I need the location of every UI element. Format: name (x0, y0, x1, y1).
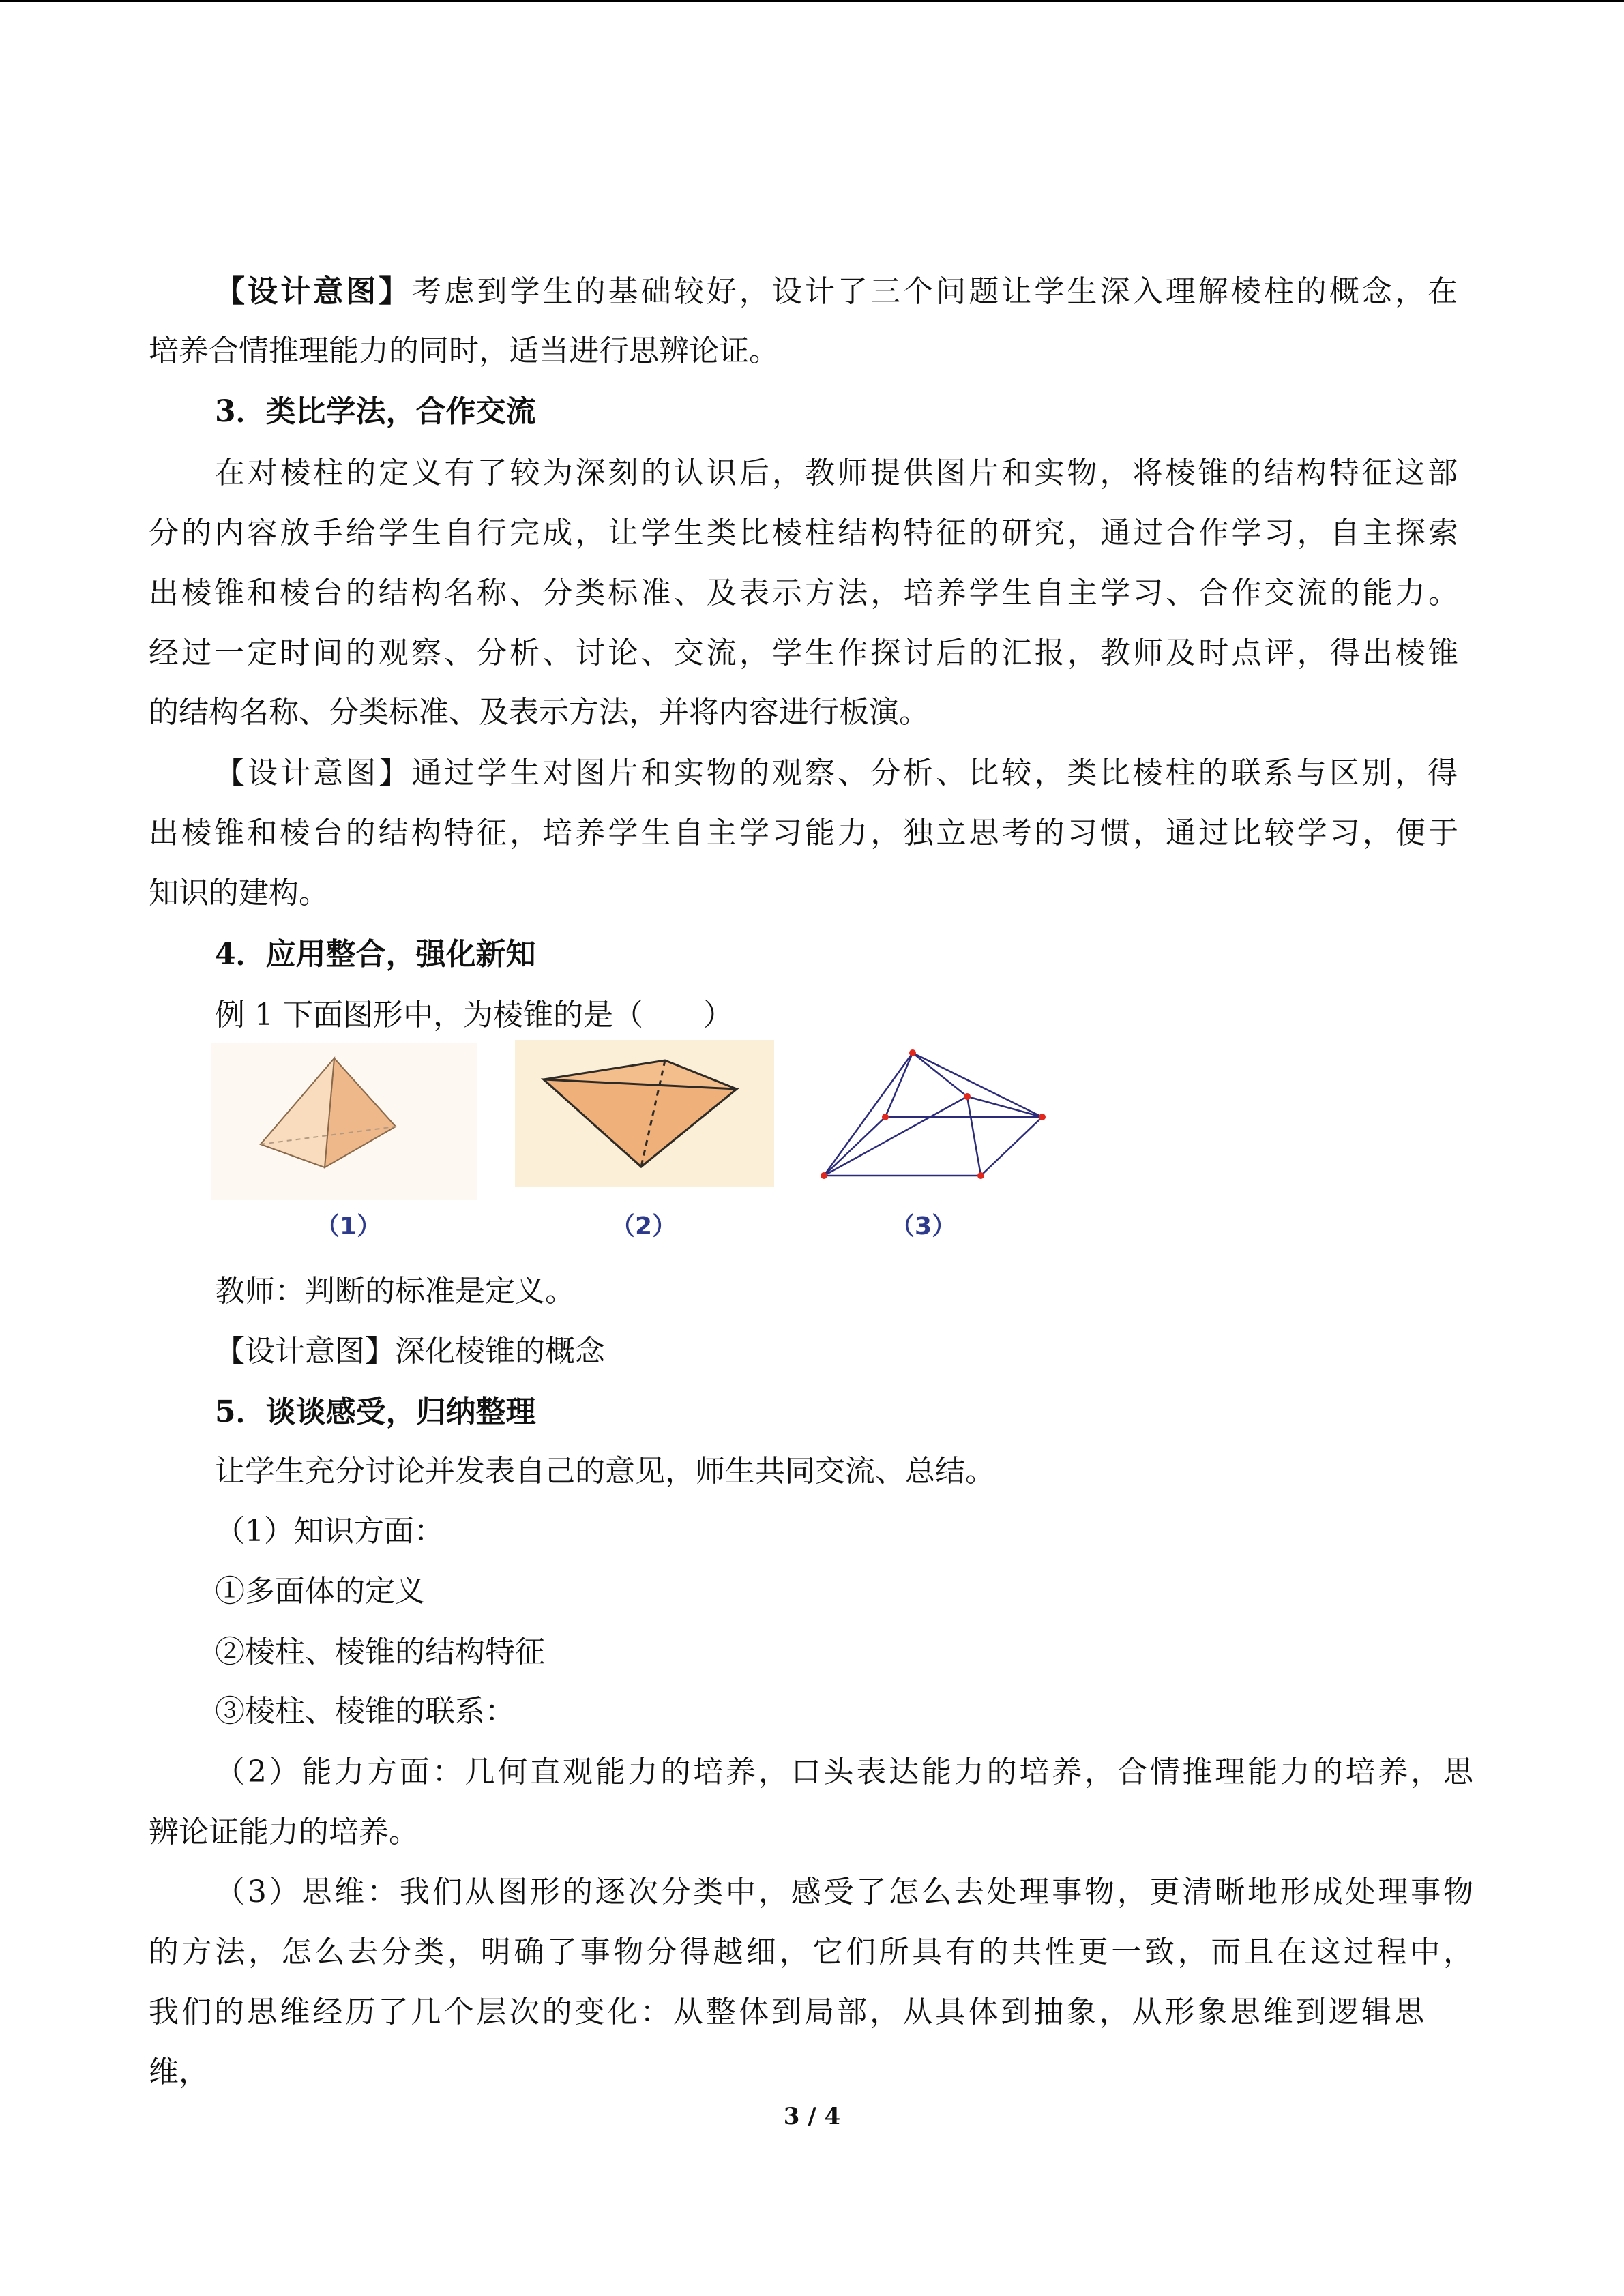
section-3-line-2: 分的内容放手给学生自行完成，让学生类比棱柱结构特征的研究，通过合作学习，自主探索 (149, 516, 1458, 550)
figure-1-pyramid (211, 1043, 477, 1200)
section-3-line-1: 在对棱柱的定义有了较为深刻的认识后，教师提供图片和实物，将棱锥的结构特征这部 (215, 456, 1458, 490)
page-top-border (0, 0, 1624, 2)
section-5-heading: 5．谈谈感受，归纳整理 (215, 1395, 536, 1429)
knowledge-item-3: ③棱柱、棱锥的联系： (215, 1694, 515, 1729)
thinking-line-2: 的方法，怎么去分类，明确了事物分得越细，它们所具有的共性更一致，而且在这过程中， (149, 1935, 1473, 1969)
figure-3-caption: （3） (890, 1212, 957, 1240)
design-intent-3: 【设计意图】深化棱锥的概念 (215, 1334, 605, 1369)
section-5-intro: 让学生充分讨论并发表自己的意见，师生共同交流、总结。 (215, 1454, 995, 1489)
page-number: 3 / 4 (783, 2103, 841, 2130)
ability-line-1: （2）能力方面：几何直观能力的培养，口头表达能力的培养，合情推理能力的培养，思 (215, 1755, 1473, 1789)
figure-3-line-solid (812, 1043, 1064, 1187)
thinking-line-1: （3）思维：我们从图形的逐次分类中，感受了怎么去处理事物，更清晰地形成处理事物 (215, 1875, 1473, 1909)
section-3-line-3: 出棱锥和棱台的结构名称、分类标准、及表示方法，培养学生自主学习、合作交流的能力。 (149, 576, 1458, 610)
figure-2-inverted-pyramid (515, 1040, 774, 1187)
section-4-heading: 4．应用整合，强化新知 (215, 937, 536, 972)
ability-line-2: 辨论证能力的培养。 (149, 1815, 419, 1849)
design-intent-line-1 (215, 271, 1458, 312)
design-intent-text: 考虑到学生的基础较好，设计了三个问题让学生深入理解棱柱的概念，在 (411, 274, 1458, 309)
figure-1-caption: （1） (315, 1212, 382, 1240)
design-intent-2-line-3: 知识的建构。 (149, 876, 329, 910)
section-3-heading: 3．类比学法，合作交流 (215, 394, 536, 429)
knowledge-item-1: ①多面体的定义 (215, 1574, 425, 1609)
teacher-note: 教师：判断的标准是定义。 (215, 1274, 575, 1309)
figure-2-caption: （2） (610, 1212, 677, 1240)
thinking-line-3: 我们的思维经历了几个层次的变化：从整体到局部，从具体到抽象，从形象思维到逻辑思 (149, 1995, 1424, 2029)
section-3-line-5: 的结构名称、分类标准、及表示方法，并将内容进行板演。 (149, 695, 929, 730)
section-3-line-4: 经过一定时间的观察、分析、讨论、交流，学生作探讨后的汇报，教师及时点评，得出棱锥 (149, 636, 1458, 670)
example-1-question: 例 1 下面图形中，为棱锥的是（ ） (215, 998, 733, 1032)
design-intent-line-2: 培养合情推理能力的同时，适当进行思辨论证。 (149, 333, 779, 368)
design-intent-2-line-2: 出棱锥和棱台的结构特征，培养学生自主学习能力，独立思考的习惯，通过比较学习，便于 (149, 816, 1458, 850)
design-intent-tag: 【设计意图】 (215, 274, 412, 309)
design-intent-2-line-1: 【设计意图】通过学生对图片和实物的观察、分析、比较，类比棱柱的联系与区别，得 (215, 756, 1458, 790)
knowledge-heading: （1）知识方面： (215, 1514, 444, 1549)
thinking-line-4: 维， (149, 2055, 209, 2089)
knowledge-item-2: ②棱柱、棱锥的结构特征 (215, 1635, 545, 1669)
